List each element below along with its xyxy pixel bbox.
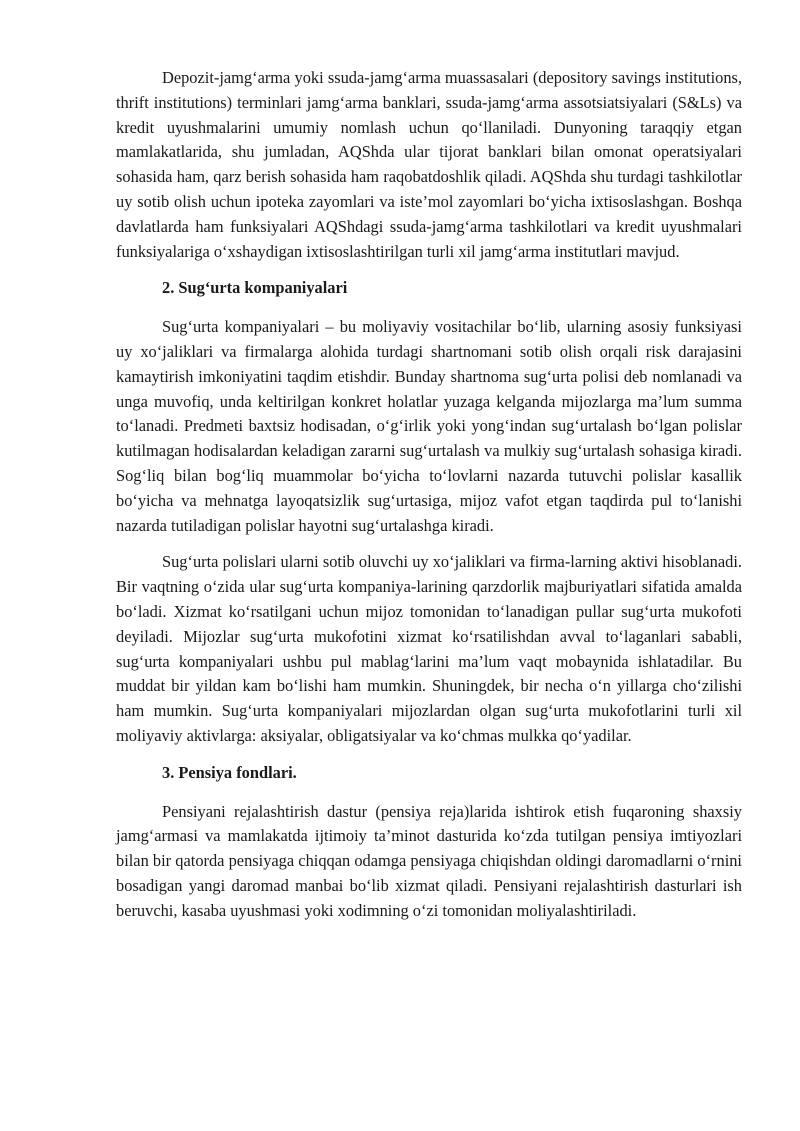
- document-page: [116, 66, 742, 936]
- section-heading-pension-funds: 3. Pensiya fondlari.: [162, 762, 297, 782]
- paragraph-depository-institutions: Depozit-jamg‘arma yoki ssuda-jamg‘arma muassasalari (depository savings institutions, thrift institutions) terminlari jamg‘arma banklari, ssuda-jamg‘arma assotsiatsiyalari (S&Ls) va kredit uyushmalarini umumiy nomlash uchun qo‘llaniladi. Dunyoning taraqqiy etgan mamlakatlarida, shu jumladan, AQShda ular tijorat banklari bilan omonat operatsiyalari sohasida ham, qarz berish sohasida ham raqobatdoshlik qiladi. AQShda shu turdagi tashkilotlar uy sotib olish uchun ipoteka zayomlari va iste’mol zayomlari bo‘yicha ixtisoslashgan. Boshqa davlatlarda ham funksiyalari AQShdagi ssuda-jamg‘arma tashkilotlari va kredit uyushmalari funksiyalariga o‘xshaydigan ixtisoslashtirilgan turli xil jamg‘arma institutlari mavjud.: [116, 68, 742, 261]
- paragraph-insurance-companies: Sug‘urta kompaniyalari – bu moliyaviy vositachilar bo‘lib, ularning asosiy funksiyasi uy xo‘jaliklari va firmalarga alohida turdagi shartnomani sotib olish orqali risk darajasini kamaytirish imkoniyatini taqdim etishdir. Bunday shartnoma sug‘urta polisi deb nomlanadi va unga muvofiq, unda keltirilgan konkret holatlar yuzaga kelganda mijozlarga ma’lum summa to‘lanadi. Predmeti baxtsiz hodisadan, o‘g‘irlik yoki yong‘indan sug‘urtalash bo‘lgan polislar kutilmagan hodisalardan keladigan zararni sug‘urtalash va mulkiy sug‘urtalash sohasiga kiradi. Sog‘liq bilan bog‘liq muammolar bo‘yicha to‘lovlarni nazarda tutuvchi polislar kasallik bo‘yicha va mehnatga layoqatsizlik sug‘urtasiga, mijoz vafot etgan taqdirda pul to‘lanishi nazarda tutiladigan polislar hayotni sug‘urtalashga kiradi.: [116, 317, 742, 535]
- paragraph-pension-plans: Pensiyani rejalashtirish dastur (pensiya reja)larida ishtirok etish fuqaroning shaxsiy jamg‘armasi va mamlakatda ijtimoiy ta’minot dasturida ko‘zda tutilgan pensiya imtiyozlari bilan bir qatorda pensiyaga chiqqan odamga pensiyaga chiqishdan oldingi daromadlarni o‘rnini bosadigan yangi daromad manbai bo‘lib xizmat qiladi. Pensiyani rejalashtirish dasturlari ish beruvchi, kasaba uyushmasi yoki xodimning o‘zi tomonidan moliyalashtiriladi.: [116, 801, 742, 920]
- section-heading-insurance: 2. Sug‘urta kompaniyalari: [162, 278, 348, 298]
- paragraph-insurance-policies: Sug‘urta polislari ularni sotib oluvchi uy xo‘jaliklari va firma-larning aktivi hisoblanadi. Bir vaqtning o‘zida ular sug‘urta kompaniya-larining qarzdorlik majburiyatlari sifatida amalda bo‘ladi. Xizmat ko‘rsatilgani uchun mijoz tomonidan to‘lanadigan pullar sug‘urta mukofoti deyiladi. Mijozlar sug‘urta mukofotini xizmat ko‘rsatilishdan avval to‘laganlari sababli, sug‘urta kompaniyalari ushbu pul mablag‘larini ma’lum vaqt mobaynida ishlatadilar. Bu muddat bir yildan kam bo‘lishi ham mumkin. Shuningdek, bir necha o‘n yillarga cho‘zilishi ham mumkin. Sug‘urta kompaniyalari mijozlardan olgan sug‘urta mukofotlarini turli xil moliyaviy aktivlarga: aksiyalar, obligatsiyalar va ko‘chmas mulkka qo‘yadilar.: [116, 552, 742, 745]
